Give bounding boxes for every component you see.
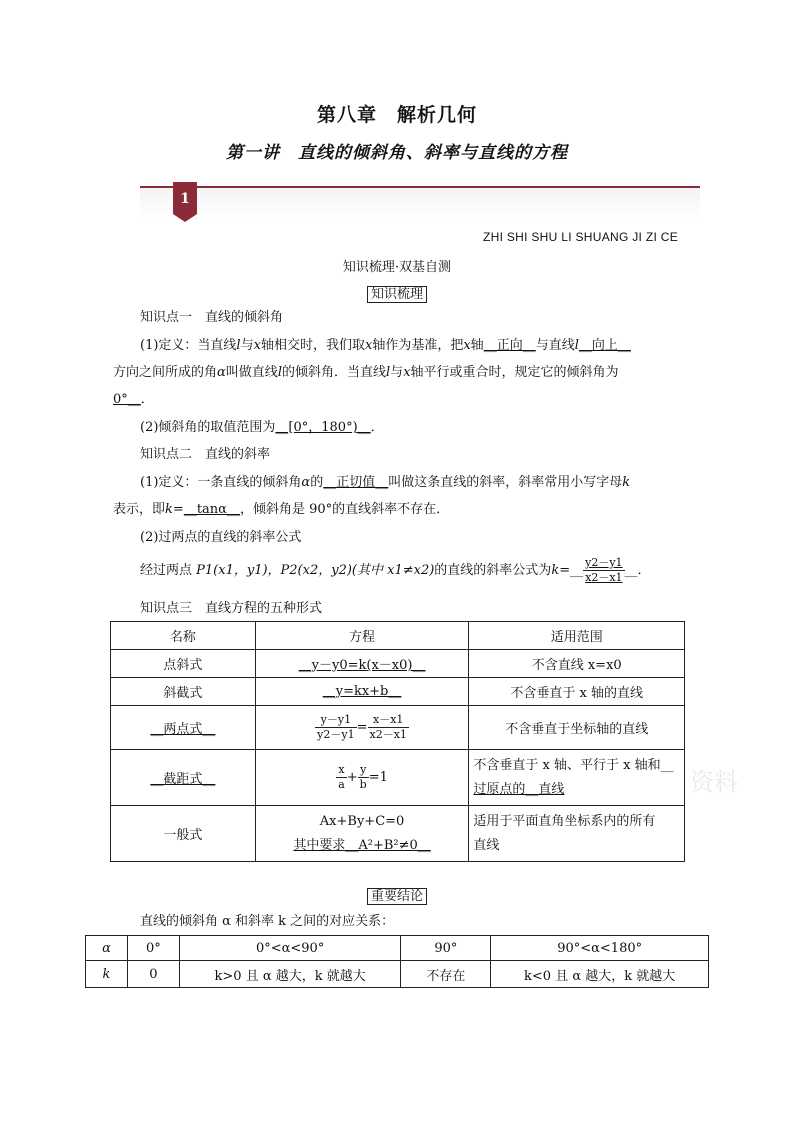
slope-fraction: $\frac{y2-y1}{x2-x1}$ xyxy=(585,556,623,584)
kp1-def-line1: (1)定义：当直线l与x轴相交时，我们取x轴作为基准，把x轴__正向__与直线l__向上__ xyxy=(140,338,631,353)
form-name: 斜截式 xyxy=(111,678,256,706)
relation-cell: 90° xyxy=(401,936,491,961)
line-equation-forms-table xyxy=(110,621,685,862)
blank-zero-degree: 0°__ xyxy=(113,392,141,407)
kp1-def-line2: 方向之间所成的角α叫做直线l的倾斜角．当直线l与x轴平行或重合时，规定它的倾斜角为 xyxy=(113,365,619,380)
form-equation: $\frac{y-y1}{y2-y1}$ = $\frac{x-x1}{x2-x1}$ xyxy=(255,706,469,750)
kp1-range: (2)倾斜角的取值范围为__[0°，180°)__． xyxy=(140,420,384,435)
table-header: 名称 xyxy=(111,622,256,650)
form-equation: $\frac{x}{a}$ + $\frac{y}{b}$ =1 xyxy=(255,750,469,806)
blank-upward: __向上__ xyxy=(578,338,631,353)
form-scope: 不含直线 x=x0 xyxy=(469,650,685,678)
relation-cell: α xyxy=(86,936,128,961)
relation-cell: k>0 且 α 越大，k 就越大 xyxy=(179,961,401,988)
boxed-heading-conclusion: 重要结论 xyxy=(0,885,794,904)
kp1-def-line3: 0°__． xyxy=(113,392,154,407)
kp2-def-line1: (1)定义：一条直线的倾斜角α的__正切值__叫做这条直线的斜率，斜率常用小写字母k xyxy=(140,475,631,490)
blank-positive: __正向__ xyxy=(483,338,536,353)
lecture-title: 第一讲 直线的倾斜角、斜率与直线的方程 xyxy=(226,143,568,163)
blank-tan-alpha: __tanα__ xyxy=(183,502,240,517)
form-scope: 适用于平面直角坐标系内的所有 直线 xyxy=(469,806,685,862)
table-header: 适用范围 xyxy=(469,622,685,650)
kp2-title: 知识点二 直线的斜率 xyxy=(140,447,271,462)
form-scope: 不含垂直于坐标轴的直线 xyxy=(469,706,685,750)
kp2-formula-title: (2)过两点的直线的斜率公式 xyxy=(140,530,302,545)
section-band xyxy=(140,188,700,220)
angle-slope-relation-table xyxy=(85,935,709,988)
form-equation: __y=kx+b__ xyxy=(255,678,469,706)
boxed-heading-knowledge: 知识梳理 xyxy=(0,283,794,302)
section-badge-number: 1 xyxy=(180,191,190,207)
form-name: 一般式 xyxy=(111,806,256,862)
subheading: 知识梳理·双基自测 xyxy=(342,260,452,275)
kp2-def-line2: 表示，即k=__tanα__，倾斜角是 90°的直线斜率不存在． xyxy=(113,502,450,517)
table-header: 方程 xyxy=(255,622,469,650)
relation-cell: 0°<α<90° xyxy=(179,936,401,961)
chapter-title: 第八章 解析几何 xyxy=(316,104,477,126)
blank-range: __[0°，180°)__ xyxy=(275,420,371,435)
relation-cell: 0° xyxy=(127,936,179,961)
section-rule xyxy=(140,186,700,188)
pinyin-heading: ZHI SHI SHU LI SHUANG JI ZI CE xyxy=(482,230,678,244)
kp1-title: 知识点一 直线的倾斜角 xyxy=(140,310,284,325)
relation-cell: 90°<α<180° xyxy=(491,936,709,961)
conclusion-intro: 直线的倾斜角 α 和斜率 k 之间的对应关系： xyxy=(140,914,395,929)
form-name: 点斜式 xyxy=(111,650,256,678)
form-equation: __y－y0=k(x－x0)__ xyxy=(255,650,469,678)
kp2-slope-formula: 经过两点 P1(x1，y1)，P2(x2，y2)(其中 x1≠x2)的直线的斜率公式为k=__ $\frac{y2-y1}{x2-x1}$ __． xyxy=(140,556,651,584)
relation-cell: k xyxy=(86,961,128,988)
form-name: __截距式__ xyxy=(111,750,256,806)
form-scope: 不含垂直于 x 轴的直线 xyxy=(469,678,685,706)
relation-cell: 不存在 xyxy=(401,961,491,988)
relation-cell: 0 xyxy=(127,961,179,988)
kp3-title: 知识点三 直线方程的五种形式 xyxy=(140,601,323,616)
blank-tangent: __正切值__ xyxy=(323,475,389,490)
form-equation: Ax+By+C=0 其中要求__A²+B²≠0__ xyxy=(255,806,469,862)
relation-cell: k<0 且 α 越大，k 就越大 xyxy=(491,961,709,988)
form-scope: 不含垂直于 x 轴、平行于 x 轴和__ 过原点的__直线 xyxy=(469,750,685,806)
watermark: 资料 xyxy=(690,768,738,796)
form-name: __两点式__ xyxy=(111,706,256,750)
